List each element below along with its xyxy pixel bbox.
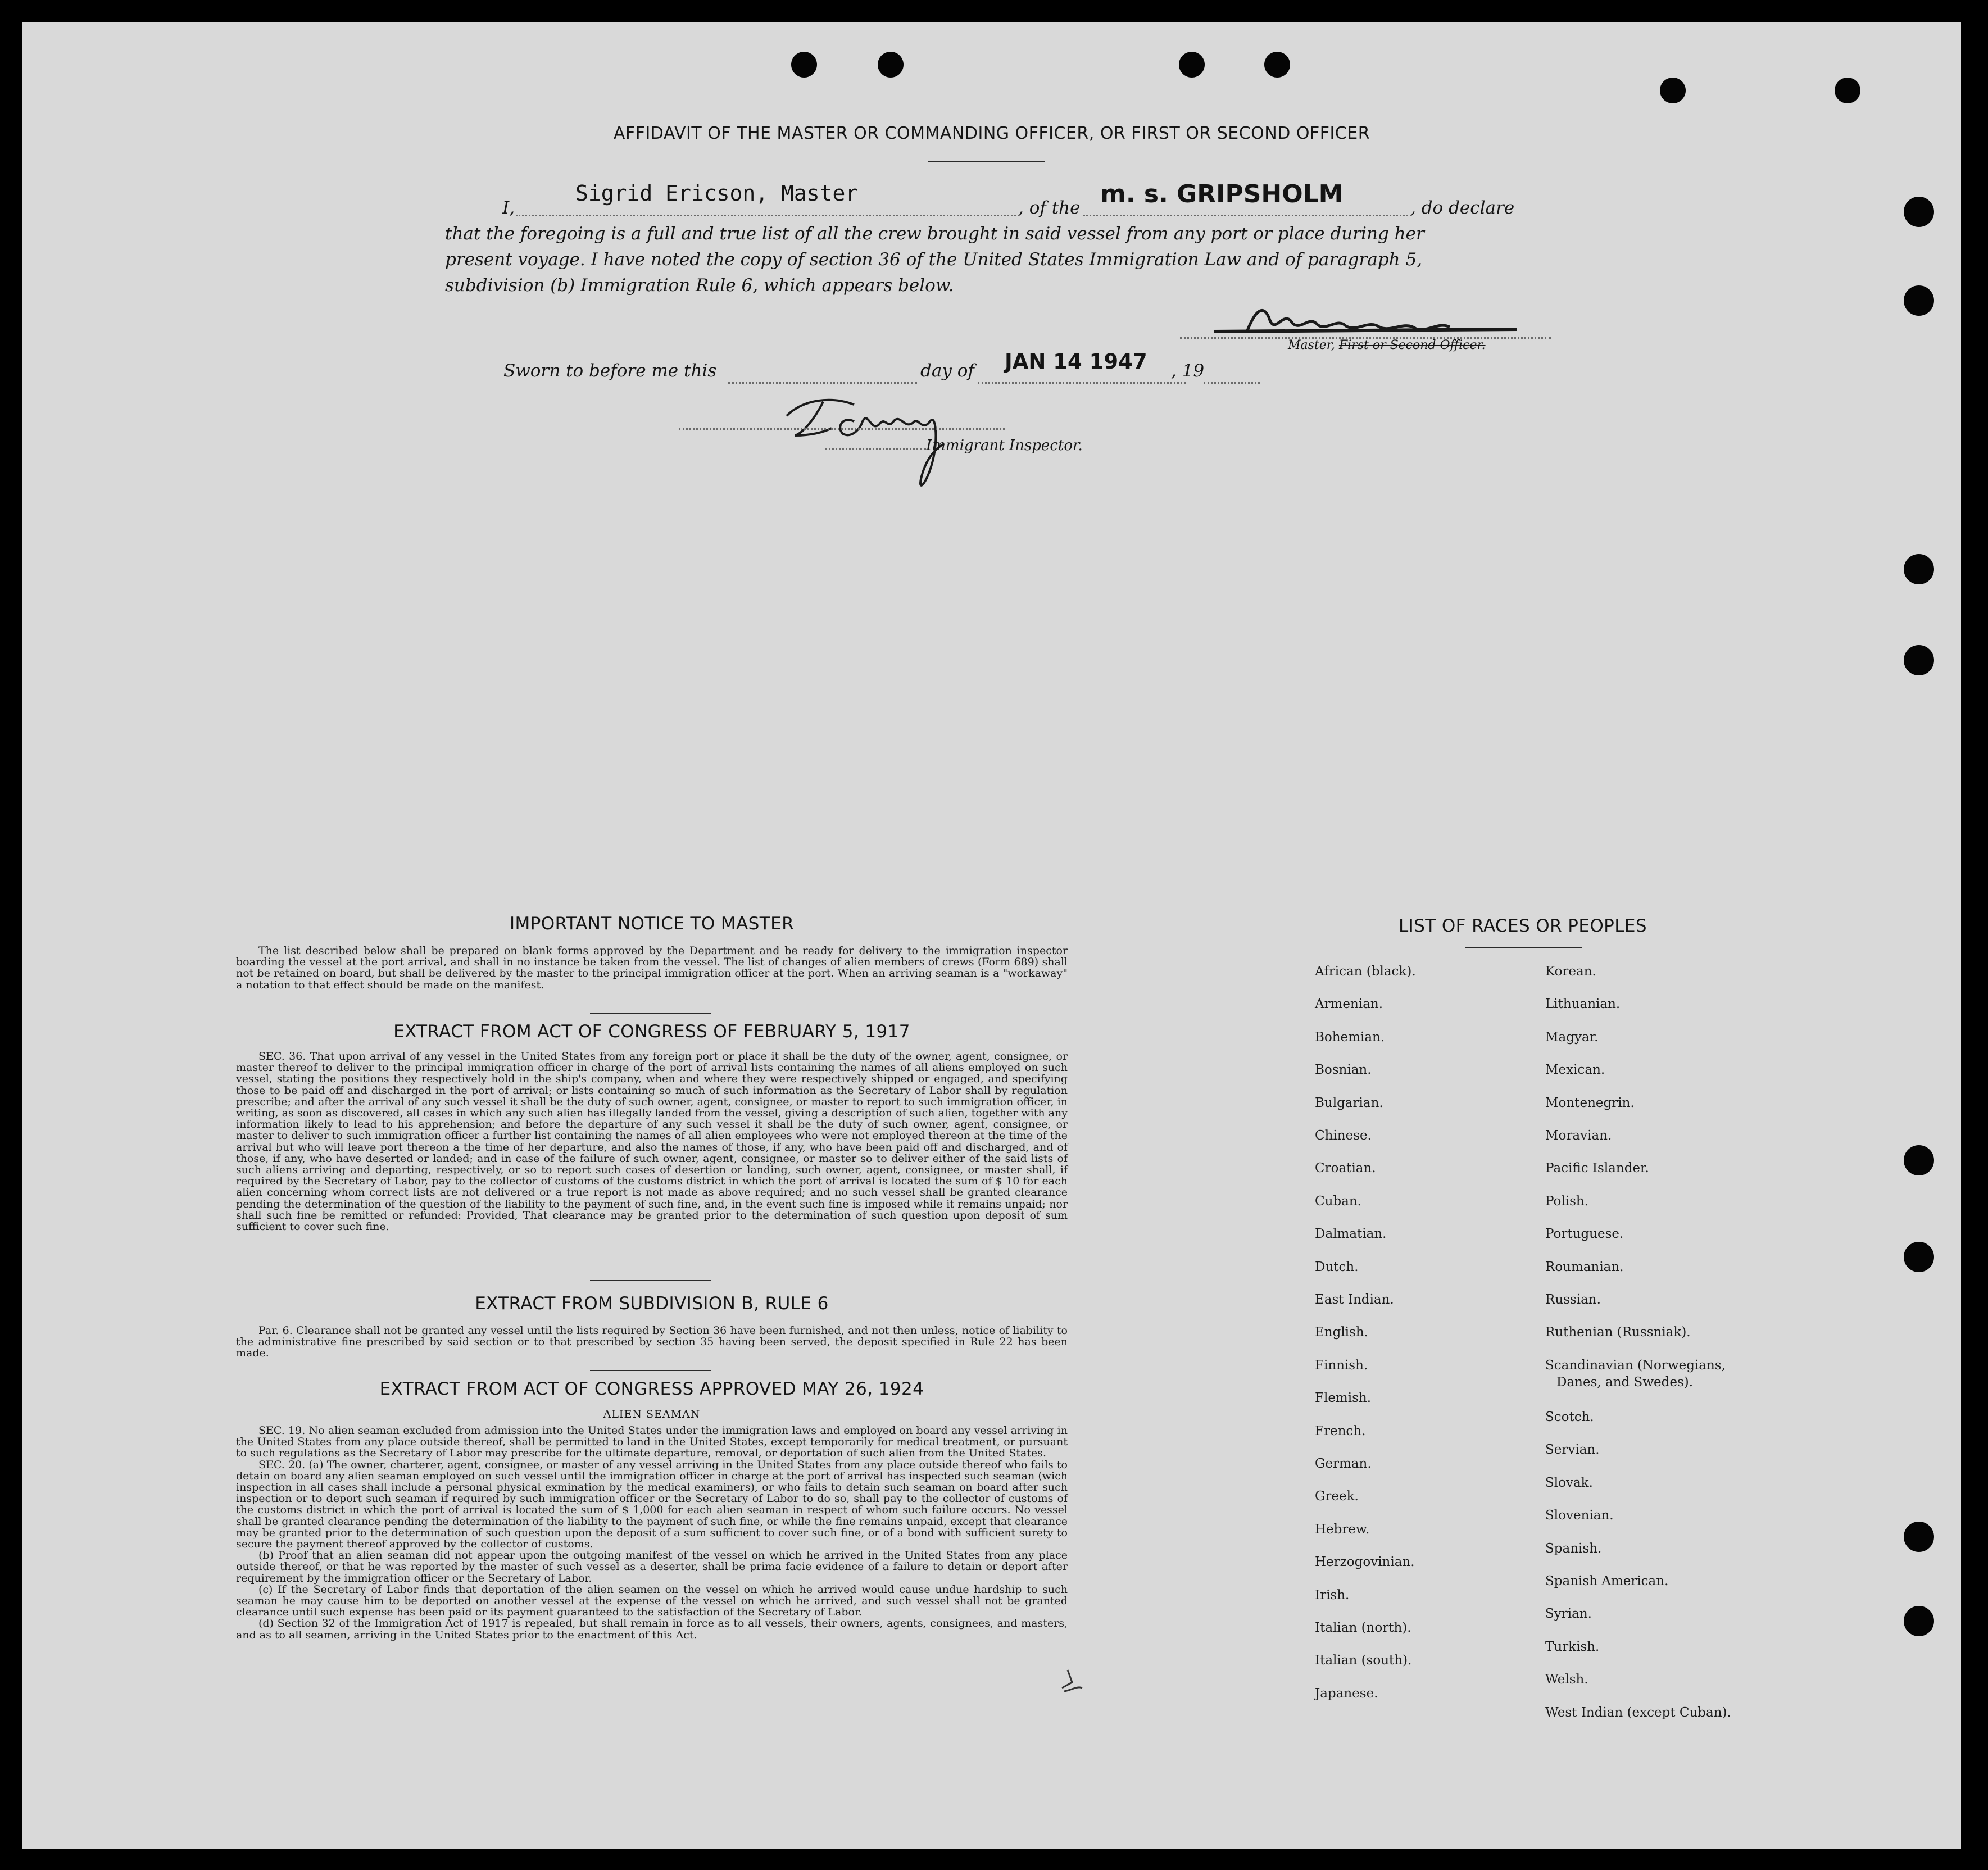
race-item: East Indian. (1315, 1292, 1394, 1307)
punch-hole (1904, 1606, 1934, 1636)
race-item: Scandinavian (Norwegians, (1545, 1358, 1726, 1373)
race-item: French. (1315, 1424, 1366, 1438)
race-item: Chinese. (1315, 1128, 1372, 1143)
inspector-label-line (825, 448, 926, 450)
day-of-label: day of (920, 361, 974, 381)
race-item: Servian. (1545, 1442, 1600, 1457)
race-item: Portuguese. (1545, 1227, 1624, 1241)
inspector-label: Immigrant Inspector. (926, 437, 1083, 454)
race-item: Italian (south). (1315, 1653, 1412, 1668)
race-item: Turkish. (1545, 1640, 1600, 1654)
race-item: Dalmatian. (1315, 1227, 1387, 1241)
race-item: Cuban. (1315, 1194, 1361, 1209)
affidavit-line-2: that the foregoing is a full and true list of all the crew brought in said vessel from any port or place during her (445, 224, 1424, 244)
race-item: Korean. (1545, 964, 1596, 979)
affidavit-title: AFFIDAVIT OF THE MASTER OR COMMANDING OFFICER, OR FIRST OR SECOND OFFICER (613, 124, 1370, 143)
act-1917-body: SEC. 36. That upon arrival of any vessel in the United States from any foreign port or place it shall be the duty of the owner, agent, consignee, or master thereof to deliver to the principal immigration officer in charge of the port of arrival lists containing the names of all aliens employed on such vessel, stating the positions they respectively hold in the ship's company, when and where they were respectively shipped or engaged, and specifying those to be paid off and discharged in the port of arrival; or lists containing so much of such information as the Secretary of Labor shall by regulation prescribe; and after the arrival of any such vessel it shall be the duty of such owner, agent, consignee, or master to report to such immigration officer, in writing, as soon as discovered, all cases in which any such alien has illegally landed from the vessel, giving a description of such alien, together with any information likely to lead to his apprehension; and before the departure of any such vessel it shall be the duty of such owner, agent, consignee, or master to deliver to such immigration officer a further list containing the names of all alien employees who were not employed thereon at the time of the arrival but who will leave port thereon a the time of her departure, and also the names of those, if any, who have been paid off and discharged, and of those, if any, who have deserted or landed; and in case of the failure of such owner, agent, consignee, or master so to deliver either of the said lists of such aliens arriving and departing, respectively, or so to report such cases of desertion or landing, such owner, agent, consignee, or master shall, if required by the Secretary of Labor, pay to the collector of customs of the customs district in which the port of arrival is located the sum of $ 10 for each alien concerning whom correct lists are not delivered or a true report is not made as above required; and no such vessel shall be granted clearance pending the determination of the question of the liability to the payment of such fine, and, in the event such fine is imposed while it remains unpaid; nor shall such fine be remitted or refunded: Provided, That clearance may be granted prior to the determination of such question upon deposit of sum sufficient to cover such fine. (236, 1050, 1068, 1233)
race-item: African (black). (1315, 964, 1416, 979)
punch-hole (1264, 52, 1290, 78)
name-line (516, 215, 1019, 216)
race-item: Roumanian. (1545, 1260, 1624, 1274)
rule-6-body: Par. 6. Clearance shall not be granted any vessel until the lists required by Section 36 have been furnished, and not then unless, notice of liability to the administrative fine prescribed by said section or to that prescribed by section 35 having been served, the deposit specified in Rule 22 has been made. (236, 1324, 1068, 1360)
title-rule (928, 161, 1045, 162)
document-page (22, 22, 1961, 1849)
month-line (978, 382, 1186, 384)
act-1924-sec-20a: SEC. 20. (a) The owner, charterer, agent, consignee, or master of any vessel arriving in the United States from any place outside thereof who fails to detain on board any alien seaman employed on such vessel until the immigration officer in charge at the port of arrival has inspected such seaman (wich inspection in all cases shall include a personal physical exmination by the medical examiners), or who fails to detain such seaman on board after such inspection or to deport such seaman if required by such immigration officer or the Secretary of Labor to do so, shall pay to the collector of customs of the customs district in which the port of arrival is located the sum of $ 1,000 for each alien seaman in respect of whom such failure occurs. No vessel shall be granted clearance pending the determination of the liability to the payment of such fine, or while the fine remains unpaid, except that clearance may be granted prior to the determination of such question upon the deposit of a sum sufficient to cover such fine, or of a bond with sufficient surety to secure the payment thereof approved by the collector of customs. (236, 1458, 1068, 1551)
divider (590, 1013, 711, 1014)
race-item: Spanish American. (1545, 1574, 1669, 1588)
act-1924-sec-19: SEC. 19. No alien seaman excluded from admission into the United States under the immigration laws and employed on board any vessel arriving in the United States from any place outside thereof, shall be permitted to land in the United States, except temporarily for medical treatment, or pursuant to such regulations as the Secretary of Labor may prescribe for the ultimate departure, removal, or deportation of such alien from the United States. (236, 1424, 1068, 1460)
divider (590, 1370, 711, 1371)
race-item: Danes, and Swedes). (1556, 1375, 1694, 1390)
race-item: Italian (north). (1315, 1621, 1411, 1635)
year-prefix: , 19 (1171, 361, 1205, 381)
rule-6-title: EXTRACT FROM SUBDIVISION B, RULE 6 (475, 1293, 829, 1314)
race-item: Moravian. (1545, 1128, 1612, 1143)
divider (590, 1280, 711, 1281)
punch-hole (1904, 645, 1934, 675)
act-1924-body (236, 1425, 1068, 1641)
affidavit-line-4: subdivision (b) Immigration Rule 6, which appears below. (445, 275, 954, 296)
do-declare-label: , do declare (1410, 198, 1515, 218)
pencil-mark (1056, 1665, 1090, 1699)
race-item: Finnish. (1315, 1358, 1368, 1373)
vessel-line (1083, 215, 1411, 216)
race-item: Bohemian. (1315, 1030, 1385, 1045)
act-1917-title: EXTRACT FROM ACT OF CONGRESS OF FEBRUARY 5, 1917 (393, 1022, 910, 1042)
punch-hole (1904, 1145, 1934, 1175)
race-item: Welsh. (1545, 1672, 1588, 1687)
inspector-line (679, 428, 1005, 430)
race-item: Russian. (1545, 1292, 1601, 1307)
punch-hole (1835, 78, 1860, 103)
race-item: Mexican. (1545, 1063, 1605, 1077)
act-1924-subtitle: ALIEN SEAMAN (603, 1408, 701, 1420)
punch-hole (1179, 52, 1205, 78)
date-stamp: JAN 14 1947 (1005, 350, 1147, 374)
race-item: Herzogovinian. (1315, 1555, 1415, 1569)
race-item: Ruthenian (Russniak). (1545, 1325, 1691, 1340)
race-item: Slovenian. (1545, 1508, 1614, 1523)
race-item: Montenegrin. (1545, 1096, 1635, 1110)
punch-hole (1904, 1522, 1934, 1552)
race-item: English. (1315, 1325, 1368, 1340)
race-item: Croatian. (1315, 1161, 1376, 1175)
notice-title: IMPORTANT NOTICE TO MASTER (509, 914, 795, 934)
punch-hole (1904, 1242, 1934, 1272)
role-struck: First or Second Officer. (1338, 338, 1486, 352)
race-item: Bosnian. (1315, 1063, 1372, 1077)
race-item: West Indian (except Cuban). (1545, 1705, 1731, 1720)
race-item: Lithuanian. (1545, 997, 1621, 1011)
sworn-prefix: Sworn to before me this (503, 361, 717, 381)
punch-hole (1660, 78, 1686, 103)
act-1924-sec-20b: (b) Proof that an alien seaman did not appear upon the outgoing manifest of the vessel on which he arrived in the United States from any place outside thereof, or that he was reported by the master of such vessel as a deserter, shall be prima facie evidence of a failure to detain or deport after requirement by the immigration officer or the Secretary of Labor. (236, 1549, 1068, 1585)
race-item: Pacific Islander. (1545, 1161, 1649, 1175)
master-signature (1202, 298, 1540, 343)
punch-hole (1904, 197, 1934, 227)
master-name-stamp: Sigrid Ericson, Master (575, 181, 859, 206)
punch-hole (1904, 285, 1934, 316)
race-item: Armenian. (1315, 997, 1383, 1011)
race-item: Dutch. (1315, 1260, 1359, 1274)
race-item: Greek. (1315, 1489, 1359, 1504)
race-item: Magyar. (1545, 1030, 1599, 1045)
affidavit-line-3: present voyage. I have noted the copy of section 36 of the United States Immigration Law and of paragraph 5, (445, 249, 1423, 270)
race-item: Bulgarian. (1315, 1096, 1383, 1110)
race-item: Japanese. (1315, 1686, 1378, 1701)
role-master: Master, (1288, 338, 1335, 352)
vessel-name-stamp: m. s. GRIPSHOLM (1100, 180, 1344, 208)
race-item: Flemish. (1315, 1391, 1372, 1405)
race-item: Scotch. (1545, 1410, 1594, 1424)
act-1924-title: EXTRACT FROM ACT OF CONGRESS APPROVED MAY 26, 1924 (379, 1379, 924, 1399)
year-line (1204, 382, 1260, 384)
races-title: LIST OF RACES OR PEOPLES (1399, 916, 1647, 936)
race-item: Hebrew. (1315, 1522, 1370, 1537)
punch-hole (878, 52, 904, 78)
punch-hole (791, 52, 817, 78)
of-the-label: , of the (1018, 198, 1081, 218)
race-item: Polish. (1545, 1194, 1589, 1209)
races-title-rule (1465, 947, 1582, 948)
signer-role (1288, 338, 1486, 352)
race-item: Slovak. (1545, 1476, 1593, 1490)
race-item: Spanish. (1545, 1541, 1602, 1556)
race-item: Irish. (1315, 1588, 1350, 1603)
race-item: German. (1315, 1456, 1372, 1471)
race-item: Syrian. (1545, 1606, 1592, 1621)
act-1924-sec-20c: (c) If the Secretary of Labor finds that deportation of the alien seamen on the vessel on which he arrived would cause undue hardship to such seaman he may cause him to be deported on another vessel at the expense of the vessel on which he arrived, and such vessel shall not be granted clearance until such expense has been paid or its payment guaranteed to the satisfaction of the Secretary of Labor. (236, 1583, 1068, 1619)
declarant-prefix: I, (502, 198, 515, 218)
punch-hole (1904, 554, 1934, 584)
act-1924-sec-20d: (d) Section 32 of the Immigration Act of 1917 is repealed, but shall remain in force as to all vessels, their owners, agents, consignees, and masters, and as to all seamen, arriving in the United States prior to the enactment of this Act. (236, 1617, 1068, 1641)
notice-body: The list described below shall be prepared on blank forms approved by the Department and be ready for delivery to the immigration inspector boarding the vessel at the port arrival, and shall in no instance be taken from the vessel. The list of changes of alien members of crews (Form 689) shall not be retained on board, but shall be delivered by the master to the principal immigration officer at the port. When an arriving seaman is a "workaway" a notation to that effect should be made on the manifest. (236, 945, 1068, 991)
